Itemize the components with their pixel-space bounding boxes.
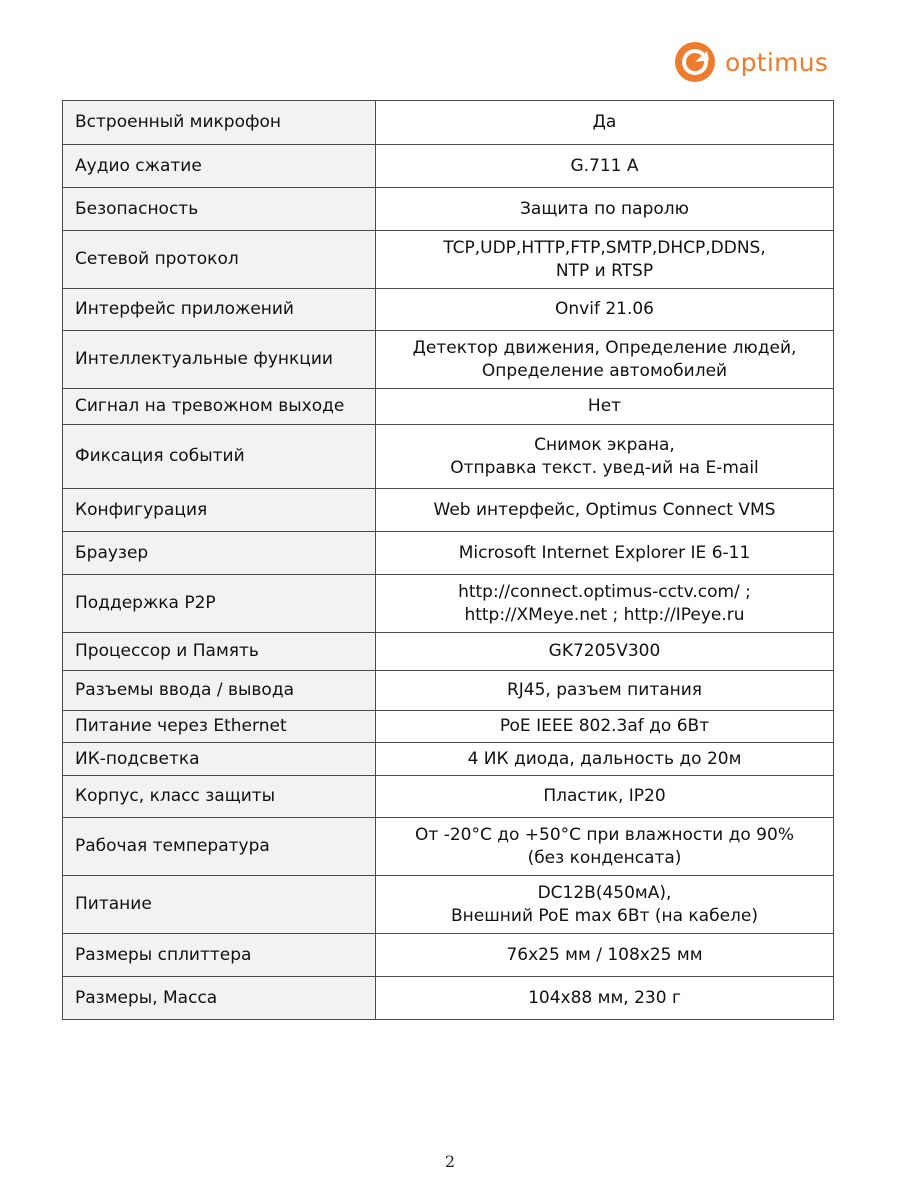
table-row: [63, 776, 834, 818]
table-row: [63, 934, 834, 977]
table-row: [63, 188, 834, 231]
spec-value-cell: Защита по паролю: [376, 188, 834, 231]
optimus-logo-icon: [673, 40, 717, 84]
spec-param-cell: Интеллектуальные функции: [63, 331, 376, 389]
spec-value-cell: PoE IEEE 802.3af до 6Вт: [376, 711, 834, 743]
spec-param-cell: Рабочая температура: [63, 818, 376, 876]
specifications-table: [62, 100, 834, 1020]
table-row: [63, 231, 834, 289]
spec-value-cell: G.711 A: [376, 145, 834, 188]
spec-value-cell: 4 ИК диода, дальность до 20м: [376, 743, 834, 776]
spec-param-cell: ИК-подсветка: [63, 743, 376, 776]
table-row: [63, 711, 834, 743]
spec-param-cell: Безопасность: [63, 188, 376, 231]
spec-value-cell: Пластик, IP20: [376, 776, 834, 818]
table-row: [63, 671, 834, 711]
table-row: [63, 489, 834, 532]
table-row: [63, 389, 834, 425]
spec-param-cell: Процессор и Память: [63, 633, 376, 671]
table-row: [63, 425, 834, 489]
spec-param-cell: Корпус, класс защиты: [63, 776, 376, 818]
spec-param-cell: Сигнал на тревожном выходе: [63, 389, 376, 425]
spec-value-cell: http://connect.optimus-cctv.com/ ; http://XMeye.net ; http://IPeye.ru: [376, 575, 834, 633]
spec-param-cell: Аудио сжатие: [63, 145, 376, 188]
spec-param-cell: Питание: [63, 876, 376, 934]
spec-param-cell: Размеры, Масса: [63, 977, 376, 1020]
table-row: [63, 289, 834, 331]
spec-value-cell: GK7205V300: [376, 633, 834, 671]
spec-param-cell: Фиксация событий: [63, 425, 376, 489]
table-row: [63, 532, 834, 575]
spec-param-cell: Питание через Ethernet: [63, 711, 376, 743]
spec-param-cell: Размеры сплиттера: [63, 934, 376, 977]
spec-value-cell: Да: [376, 101, 834, 145]
spec-value-cell: От -20°C до +50°C при влажности до 90% (без конденсата): [376, 818, 834, 876]
page-number: 2: [444, 1152, 456, 1171]
spec-value-cell: 76x25 мм / 108x25 мм: [376, 934, 834, 977]
table-row: [63, 145, 834, 188]
spec-value-cell: 104x88 мм, 230 г: [376, 977, 834, 1020]
spec-value-cell: Детектор движения, Определение людей, Определение автомобилей: [376, 331, 834, 389]
spec-param-cell: Сетевой протокол: [63, 231, 376, 289]
spec-value-cell: DC12В(450мА), Внешний PoE max 6Вт (на кабеле): [376, 876, 834, 934]
spec-value-cell: Web интерфейс, Optimus Connect VMS: [376, 489, 834, 532]
table-row: [63, 633, 834, 671]
brand-name: optimus: [725, 47, 829, 77]
specifications-table-body: [63, 101, 834, 1020]
table-row: [63, 818, 834, 876]
table-row: [63, 101, 834, 145]
table-row: [63, 331, 834, 389]
brand-logo: [673, 40, 828, 84]
spec-param-cell: Конфигурация: [63, 489, 376, 532]
spec-value-cell: TCP,UDP,HTTP,FTP,SMTP,DHCP,DDNS, NTP и RTSP: [376, 231, 834, 289]
table-row: [63, 977, 834, 1020]
spec-value-cell: Нет: [376, 389, 834, 425]
spec-param-cell: Браузер: [63, 532, 376, 575]
spec-param-cell: Поддержка P2P: [63, 575, 376, 633]
spec-value-cell: Снимок экрана, Отправка текст. увед-ий на E-mail: [376, 425, 834, 489]
table-row: [63, 743, 834, 776]
spec-value-cell: Microsoft Internet Explorer IE 6-11: [376, 532, 834, 575]
table-row: [63, 575, 834, 633]
spec-param-cell: Встроенный микрофон: [63, 101, 376, 145]
table-row: [63, 876, 834, 934]
spec-param-cell: Разъемы ввода / вывода: [63, 671, 376, 711]
spec-value-cell: Onvif 21.06: [376, 289, 834, 331]
spec-param-cell: Интерфейс приложений: [63, 289, 376, 331]
spec-value-cell: RJ45, разъем питания: [376, 671, 834, 711]
